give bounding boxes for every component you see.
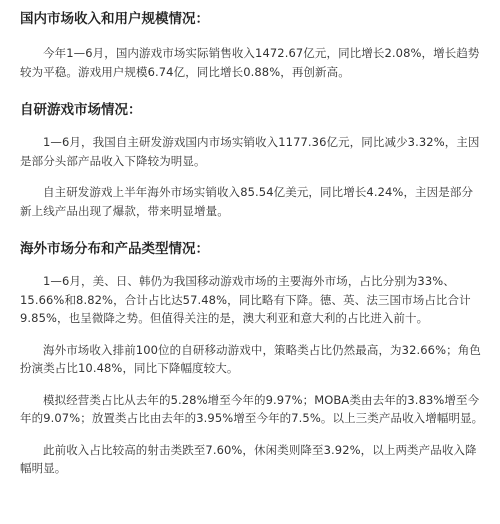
paragraph-self-developed-domestic: 1—6月，我国自主研发游戏国内市场实销收入1177.36亿元，同比减少3.32%，主因是部分头部产品收入下降较为明显。 — [20, 135, 480, 168]
heading-self-developed-games: 自研游戏市场情况： — [20, 102, 142, 118]
paragraph-self-developed-overseas: 自主研发游戏上半年海外市场实销收入85.54亿美元，同比增长4.24%，主因是部分新上线产品出现了爆款，带来明显增量。 — [20, 185, 474, 218]
paragraph-top100-strategy: 海外市场收入排前100位的自研移动游戏中，策略类占比仍然最高，为32.66%；角色扮演类占比10.48%，同比下降幅度较大。 — [20, 342, 481, 375]
heading-domestic-market: 国内市场收入和用户规模情况： — [20, 11, 209, 27]
paragraph-growing-genres: 模拟经营类占比从去年的5.28%增至今年的9.97%；MOBA类由去年的3.83%增至今年的9.07%；放置类占比由去年的3.95%增至今年的7.5%。以上三类产品收入增幅明显。 — [20, 392, 484, 425]
paragraph-overseas-markets: 1—6月，美、日、韩仍为我国移动游戏市场的主要海外市场，占比分别为33%、15.66%和8.82%，合计占比达57.48%，同比略有下降。德、英、法三国市场占比合计9.85%，也呈微降之势。但值得关注的是，澳大利亚和意大利的占比进入前十。 — [20, 274, 471, 325]
paragraph-domestic-revenue: 今年1—6月，国内游戏市场实际销售收入1472.67亿元，同比增长2.08%，增长趋势较为平稳。游戏用户规模6.74亿，同比增长0.88%，再创新高。 — [20, 46, 480, 79]
paragraph-declining-genres: 此前收入占比较高的射击类跌至7.60%，休闲类则降至3.92%，以上两类产品收入降幅明显。 — [20, 442, 477, 475]
heading-overseas-distribution: 海外市场分布和产品类型情况： — [20, 241, 209, 257]
